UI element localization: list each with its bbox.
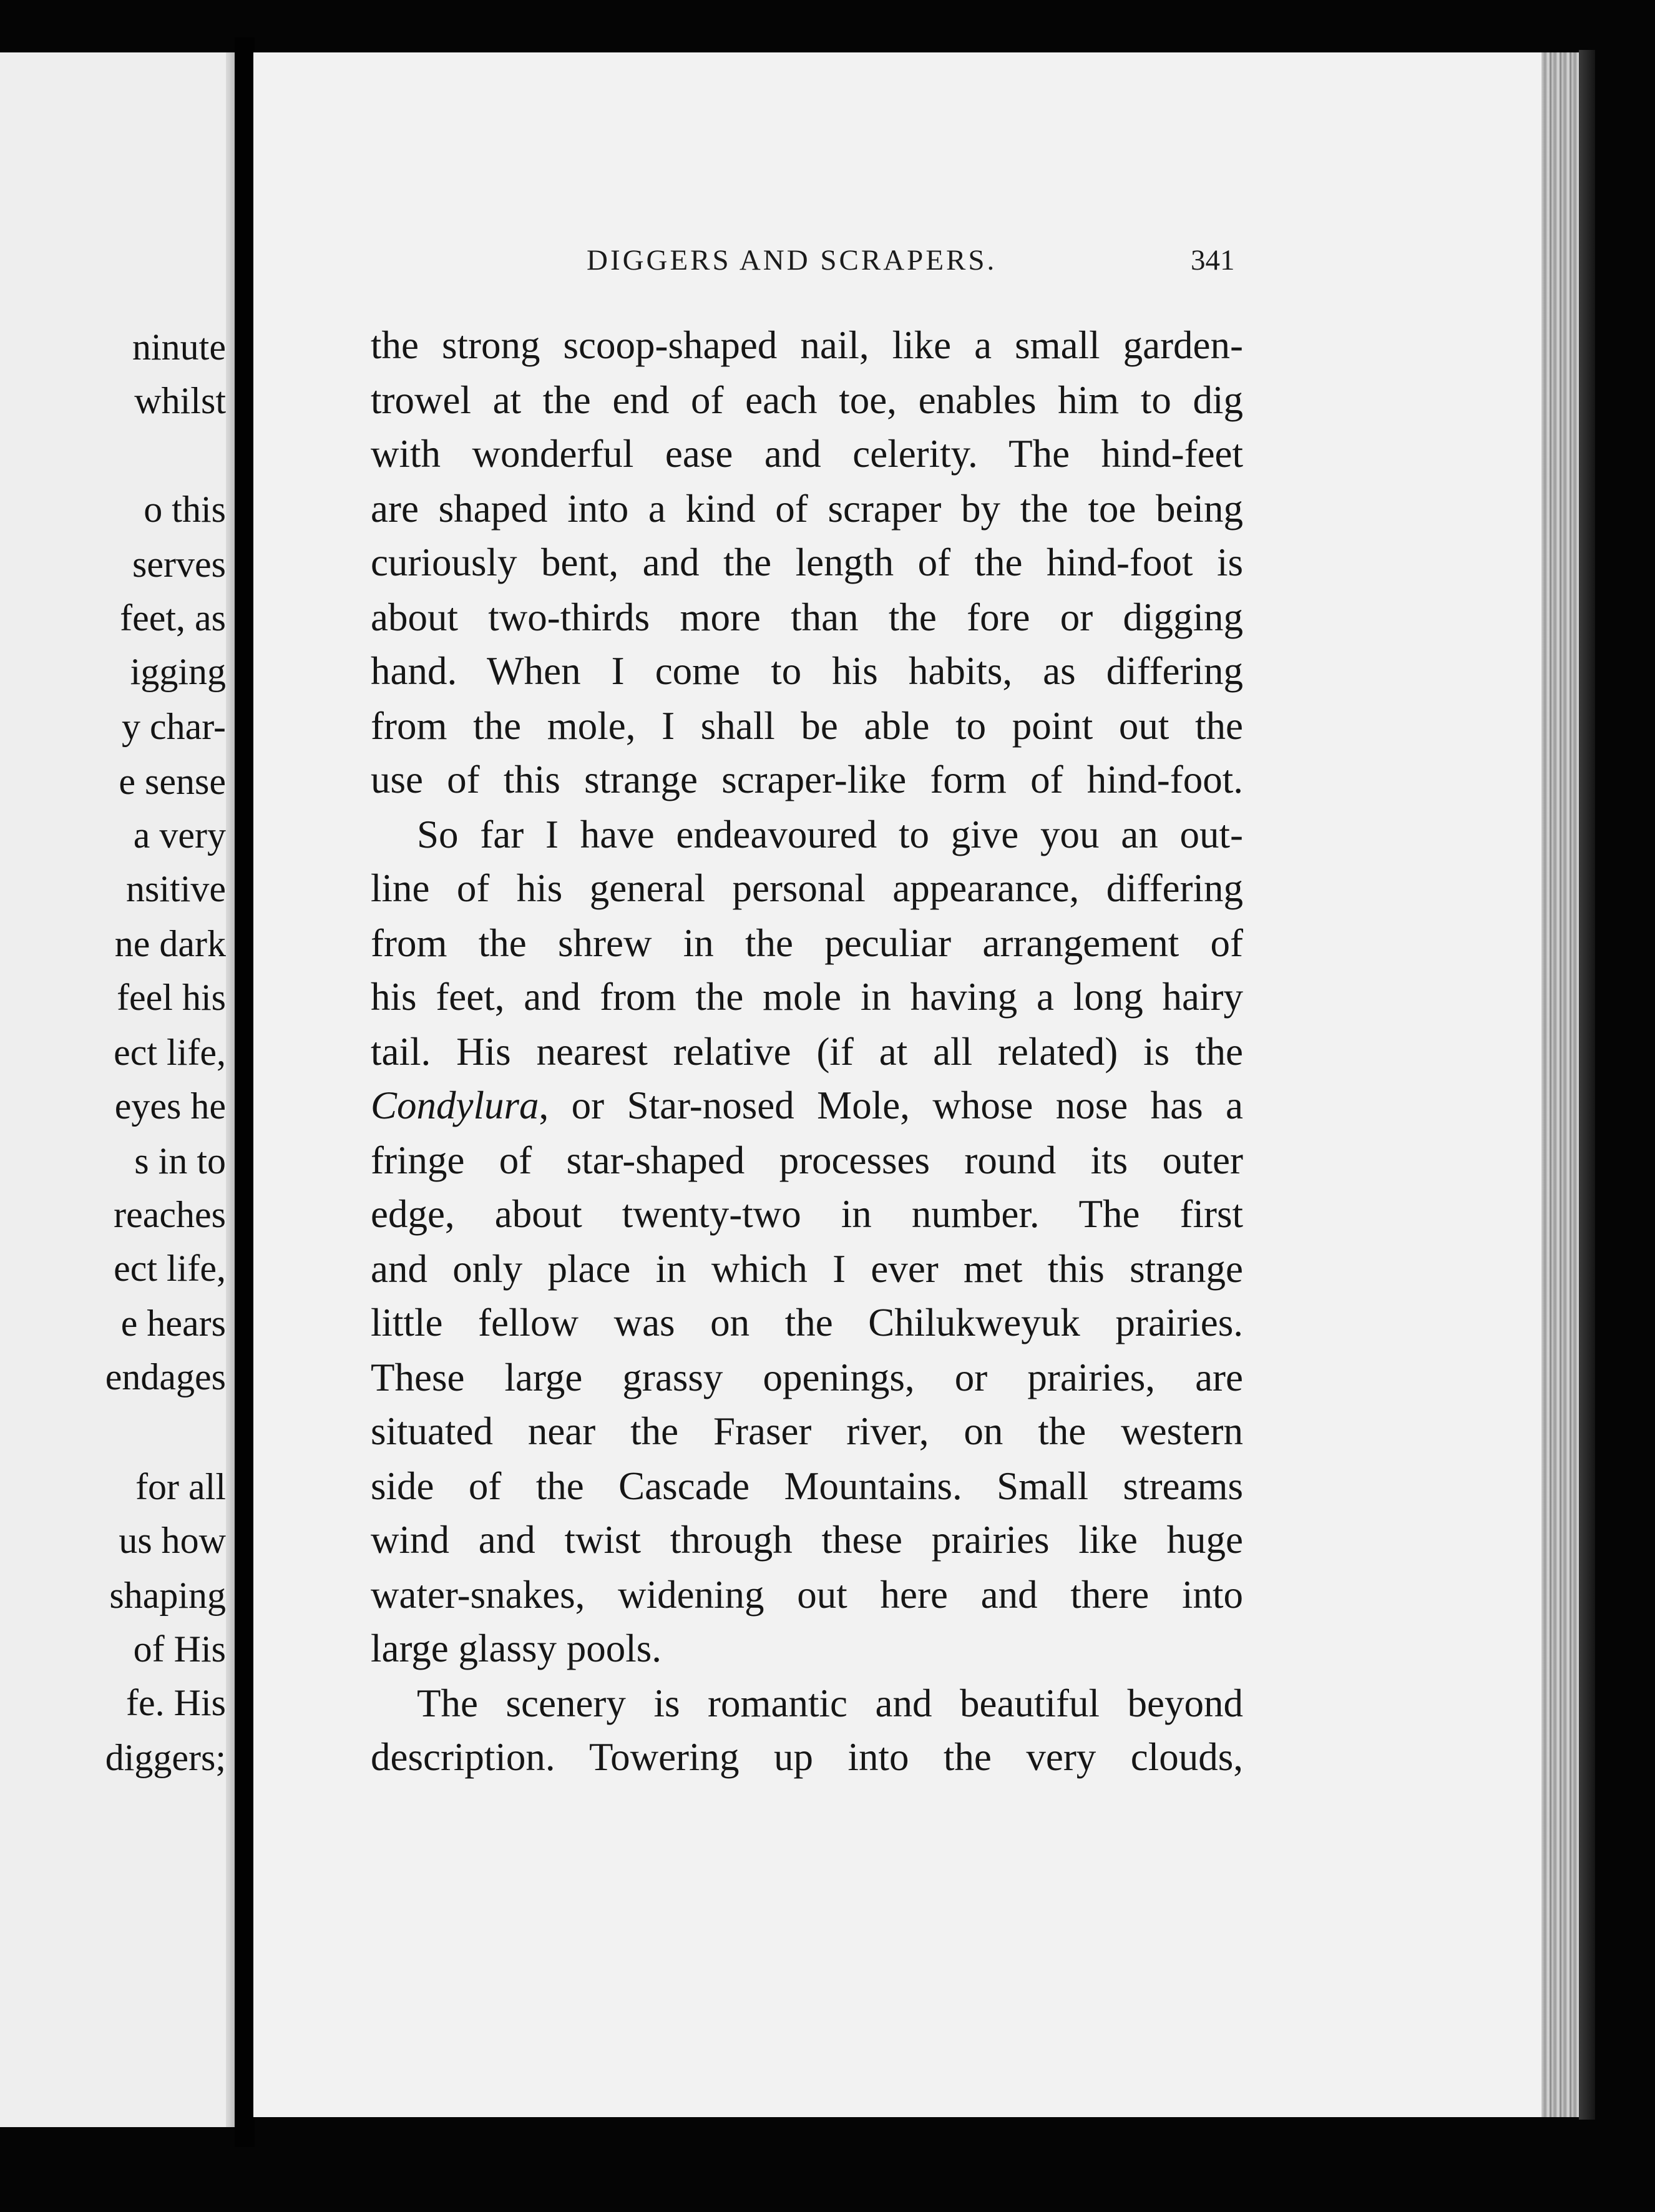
body-text-line: little fellow was on the Chilukweyuk prairies.: [371, 1301, 1243, 1344]
body-text-line: wind and twist through these prairies like huge: [371, 1518, 1243, 1562]
left-page-line: fe. His: [126, 1682, 226, 1723]
body-text-line: fringe of star-shaped processes round its outer: [371, 1138, 1243, 1182]
body-text-line: from the shrew in the peculiar arrangement of: [371, 921, 1243, 965]
body-text-line: the strong scoop-shaped nail, like a small garden-: [371, 323, 1243, 367]
left-page-line: y char-: [121, 706, 226, 747]
left-page-line: a very: [133, 815, 226, 856]
left-page-line: e sense: [119, 761, 226, 802]
body-text-line: trowel at the end of each toe, enables him to dig: [371, 378, 1243, 422]
left-page-line: shaping: [109, 1575, 226, 1616]
left-page-line: feet, as: [120, 597, 226, 639]
left-page-line: endages: [105, 1356, 226, 1397]
left-page-line: diggers;: [105, 1737, 226, 1778]
body-text-line-condylura: [371, 1084, 1243, 1127]
left-page-line: ect life,: [114, 1248, 226, 1289]
paragraph-last-line: large glassy pools.: [371, 1627, 662, 1670]
paragraph-first-line: The scenery is romantic and beautiful beyond: [417, 1681, 1243, 1725]
page-number: 341: [1191, 244, 1235, 276]
left-page-line: e hears: [120, 1303, 226, 1344]
running-head: DIGGERS AND SCRAPERS.: [587, 244, 997, 276]
body-text-line: are shaped into a kind of scraper by the toe being: [371, 487, 1243, 531]
left-page-line: ect life,: [114, 1032, 226, 1073]
body-text-fragment: , or Star-nosed Mole, whose nose has a: [539, 1084, 1243, 1127]
body-text-line: line of his general personal appearance, differing: [371, 866, 1243, 910]
body-text-line: side of the Cascade Mountains. Small streams: [371, 1464, 1243, 1508]
body-text-line: and only place in which I ever met this strange: [371, 1247, 1243, 1291]
facing-page-left: [0, 52, 235, 2127]
body-text-line: water-snakes, widening out here and there into: [371, 1573, 1243, 1617]
body-text-line: situated near the Fraser river, on the western: [371, 1409, 1243, 1453]
left-page-line: of His: [133, 1628, 226, 1670]
left-page-line: nsitive: [126, 868, 226, 909]
body-text-line: description. Towering up into the very clouds,: [371, 1735, 1243, 1779]
body-text-line: tail. His nearest relative (if at all related) is the: [371, 1030, 1243, 1074]
left-page-line: eyes he: [114, 1085, 226, 1127]
left-page-line: igging: [130, 651, 226, 692]
body-text-line: from the mole, I shall be able to point out the: [371, 704, 1243, 748]
left-page-line: ninute: [132, 326, 226, 368]
left-page-line: o this: [144, 489, 226, 530]
left-page-line: whilst: [134, 380, 226, 421]
page-fold-shadow: [226, 52, 235, 2127]
body-text-line: hand. When I come to his habits, as differing: [371, 649, 1243, 693]
left-page-line: us how: [119, 1520, 226, 1561]
page-stack-edges: [1541, 52, 1579, 2117]
body-text-line: use of this strange scraper-like form of hind-foot.: [371, 758, 1243, 801]
left-page-line: ne dark: [114, 923, 226, 964]
left-page-line: feel his: [117, 977, 226, 1018]
body-text-line: about two-thirds more than the fore or digging: [371, 595, 1243, 639]
body-text-line: edge, about twenty-two in number. The first: [371, 1192, 1243, 1236]
left-page-line: for all: [135, 1466, 226, 1507]
body-text-line: curiously bent, and the length of the hind-foot is: [371, 541, 1243, 584]
body-text-line: with wonderful ease and celerity. The hind-feet: [371, 432, 1243, 476]
paragraph-first-line: So far I have endeavoured to give you an out-: [417, 813, 1243, 856]
book-cover-edge: [1579, 50, 1595, 2120]
species-name-italic: Condylura: [371, 1084, 539, 1127]
left-page-line: serves: [132, 544, 226, 585]
book-gutter: [235, 37, 255, 2147]
body-text-line: These large grassy openings, or prairies, are: [371, 1356, 1243, 1399]
left-page-line: reaches: [114, 1194, 226, 1235]
left-page-line: s in to: [134, 1140, 226, 1182]
body-text-line: his feet, and from the mole in having a long hairy: [371, 975, 1243, 1019]
